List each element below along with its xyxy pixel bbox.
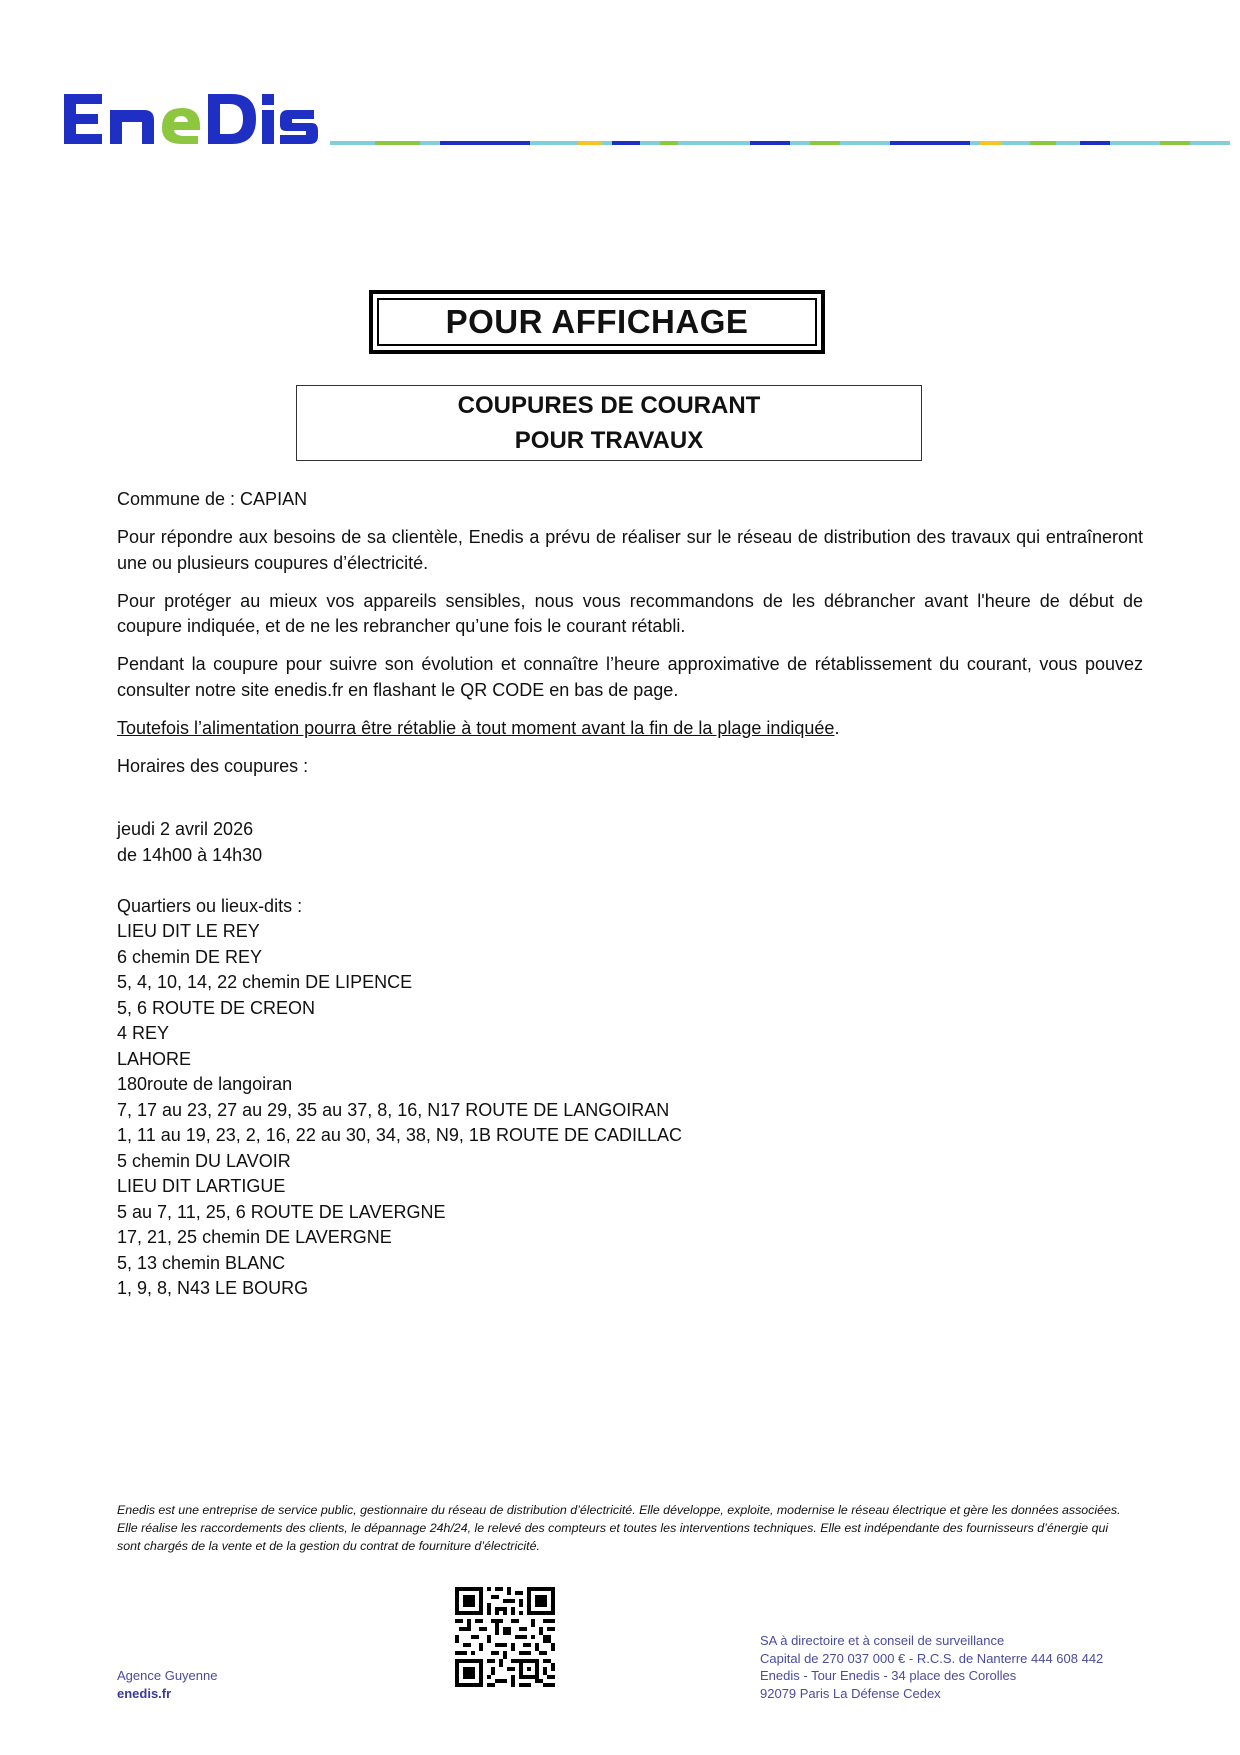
- list-item: 4 REY: [117, 1023, 170, 1043]
- list-item: LIEU DIT LE REY: [117, 921, 260, 941]
- places-list: [117, 894, 1143, 1302]
- agency-block: [117, 1667, 217, 1703]
- outage-date: jeudi 2 avril 2026: [117, 819, 254, 839]
- restoration-notice-text: Toutefois l’alimentation pourra être rétablie à tout moment avant la fin de la plage indiquée: [117, 717, 835, 738]
- list-item: 17, 21, 25 chemin DE LAVERGNE: [117, 1227, 392, 1247]
- list-item: 1, 11 au 19, 23, 2, 16, 22 au 30, 34, 38, N9, 1B ROUTE DE CADILLAC: [117, 1125, 682, 1145]
- list-item: 6 chemin DE REY: [117, 946, 263, 967]
- list-item: 5, 13 chemin BLANC: [117, 1252, 286, 1273]
- schedule-label: Horaires des coupures :: [117, 755, 309, 776]
- company-info-line: Enedis - Tour Enedis - 34 place des Corolles: [760, 1668, 1017, 1683]
- commune: Commune de : CAPIAN: [117, 489, 308, 509]
- company-info: [760, 1632, 1103, 1702]
- company-info-line: SA à directoire et à conseil de surveillance: [760, 1633, 1005, 1648]
- notice-body: [117, 487, 1143, 1302]
- list-item: 5 au 7, 11, 25, 6 ROUTE DE LAVERGNE: [117, 1201, 446, 1222]
- list-item: LIEU DIT LARTIGUE: [117, 1176, 286, 1196]
- restoration-notice-end: .: [834, 717, 840, 738]
- subtitle-line-1: COUPURES DE COURANT: [457, 392, 761, 419]
- company-disclaimer: Enedis est une entreprise de service public, gestionnaire du réseau de distribution d’électricité. Elle développe, exploite, modernise le réseau électrique et gère les données associées. Elle réalise les raccordements des clients, le dépannage 24h/24, le relevé des compteurs et toutes les interventions techniques. Elle est indépendante des fournisseurs d’énergie qui sont chargés de la vente et de la gestion du contrat de fourniture d’électricité.: [117, 1503, 1121, 1553]
- list-item: 5, 6 ROUTE DE CREON: [117, 997, 316, 1018]
- restoration-notice: [117, 716, 1143, 742]
- outage-schedule: [117, 817, 1143, 868]
- agency-name: Agence Guyenne: [117, 1668, 218, 1683]
- page-title: POUR AFFICHAGE: [377, 298, 817, 346]
- list-item: 5 chemin DU LAVOIR: [117, 1150, 291, 1171]
- list-item: 1, 9, 8, N43 LE BOURG: [117, 1278, 309, 1298]
- list-item: 7, 17 au 23, 27 au 29, 35 au 37, 8, 16, N17 ROUTE DE LANGOIRAN: [117, 1099, 670, 1120]
- qr-code-icon[interactable]: [455, 1587, 555, 1687]
- company-info-line: Capital de 270 037 000 € - R.C.S. de Nanterre 444 608 442: [760, 1650, 1104, 1666]
- subtitle-box: [296, 385, 922, 461]
- paragraph-advice: Pour protéger au mieux vos appareils sensibles, nous vous recommandons de les débrancher avant l'heure de début de coupure indiquée, et de ne les rebrancher qu’une fois le courant rétabli.: [117, 590, 1143, 636]
- paragraph-tracking: Pendant la coupure pour suivre son évolution et connaître l’heure approximative de rétablissement du courant, vous pouvez consulter notre site enedis.fr en flashant le QR CODE en bas de page.: [117, 654, 1143, 700]
- title-box: [369, 290, 825, 354]
- places-label: Quartiers ou lieux-dits :: [117, 895, 303, 916]
- list-item: 5, 4, 10, 14, 22 chemin DE LIPENCE: [117, 972, 413, 992]
- website-link[interactable]: enedis.fr: [117, 1686, 172, 1701]
- subtitle-line-2: POUR TRAVAUX: [514, 427, 704, 454]
- header-rule: [330, 140, 1230, 146]
- enedis-logo: [62, 88, 320, 150]
- paragraph-intro: Pour répondre aux besoins de sa clientèle, Enedis a prévu de réaliser sur le réseau de distribution des travaux qui entraîneront une ou plusieurs coupures d’électricité.: [117, 527, 1143, 573]
- outage-time: de 14h00 à 14h30: [117, 844, 263, 865]
- list-item: 180route de langoiran: [117, 1074, 293, 1094]
- list-item: LAHORE: [117, 1048, 192, 1069]
- company-info-line: 92079 Paris La Défense Cedex: [760, 1685, 941, 1701]
